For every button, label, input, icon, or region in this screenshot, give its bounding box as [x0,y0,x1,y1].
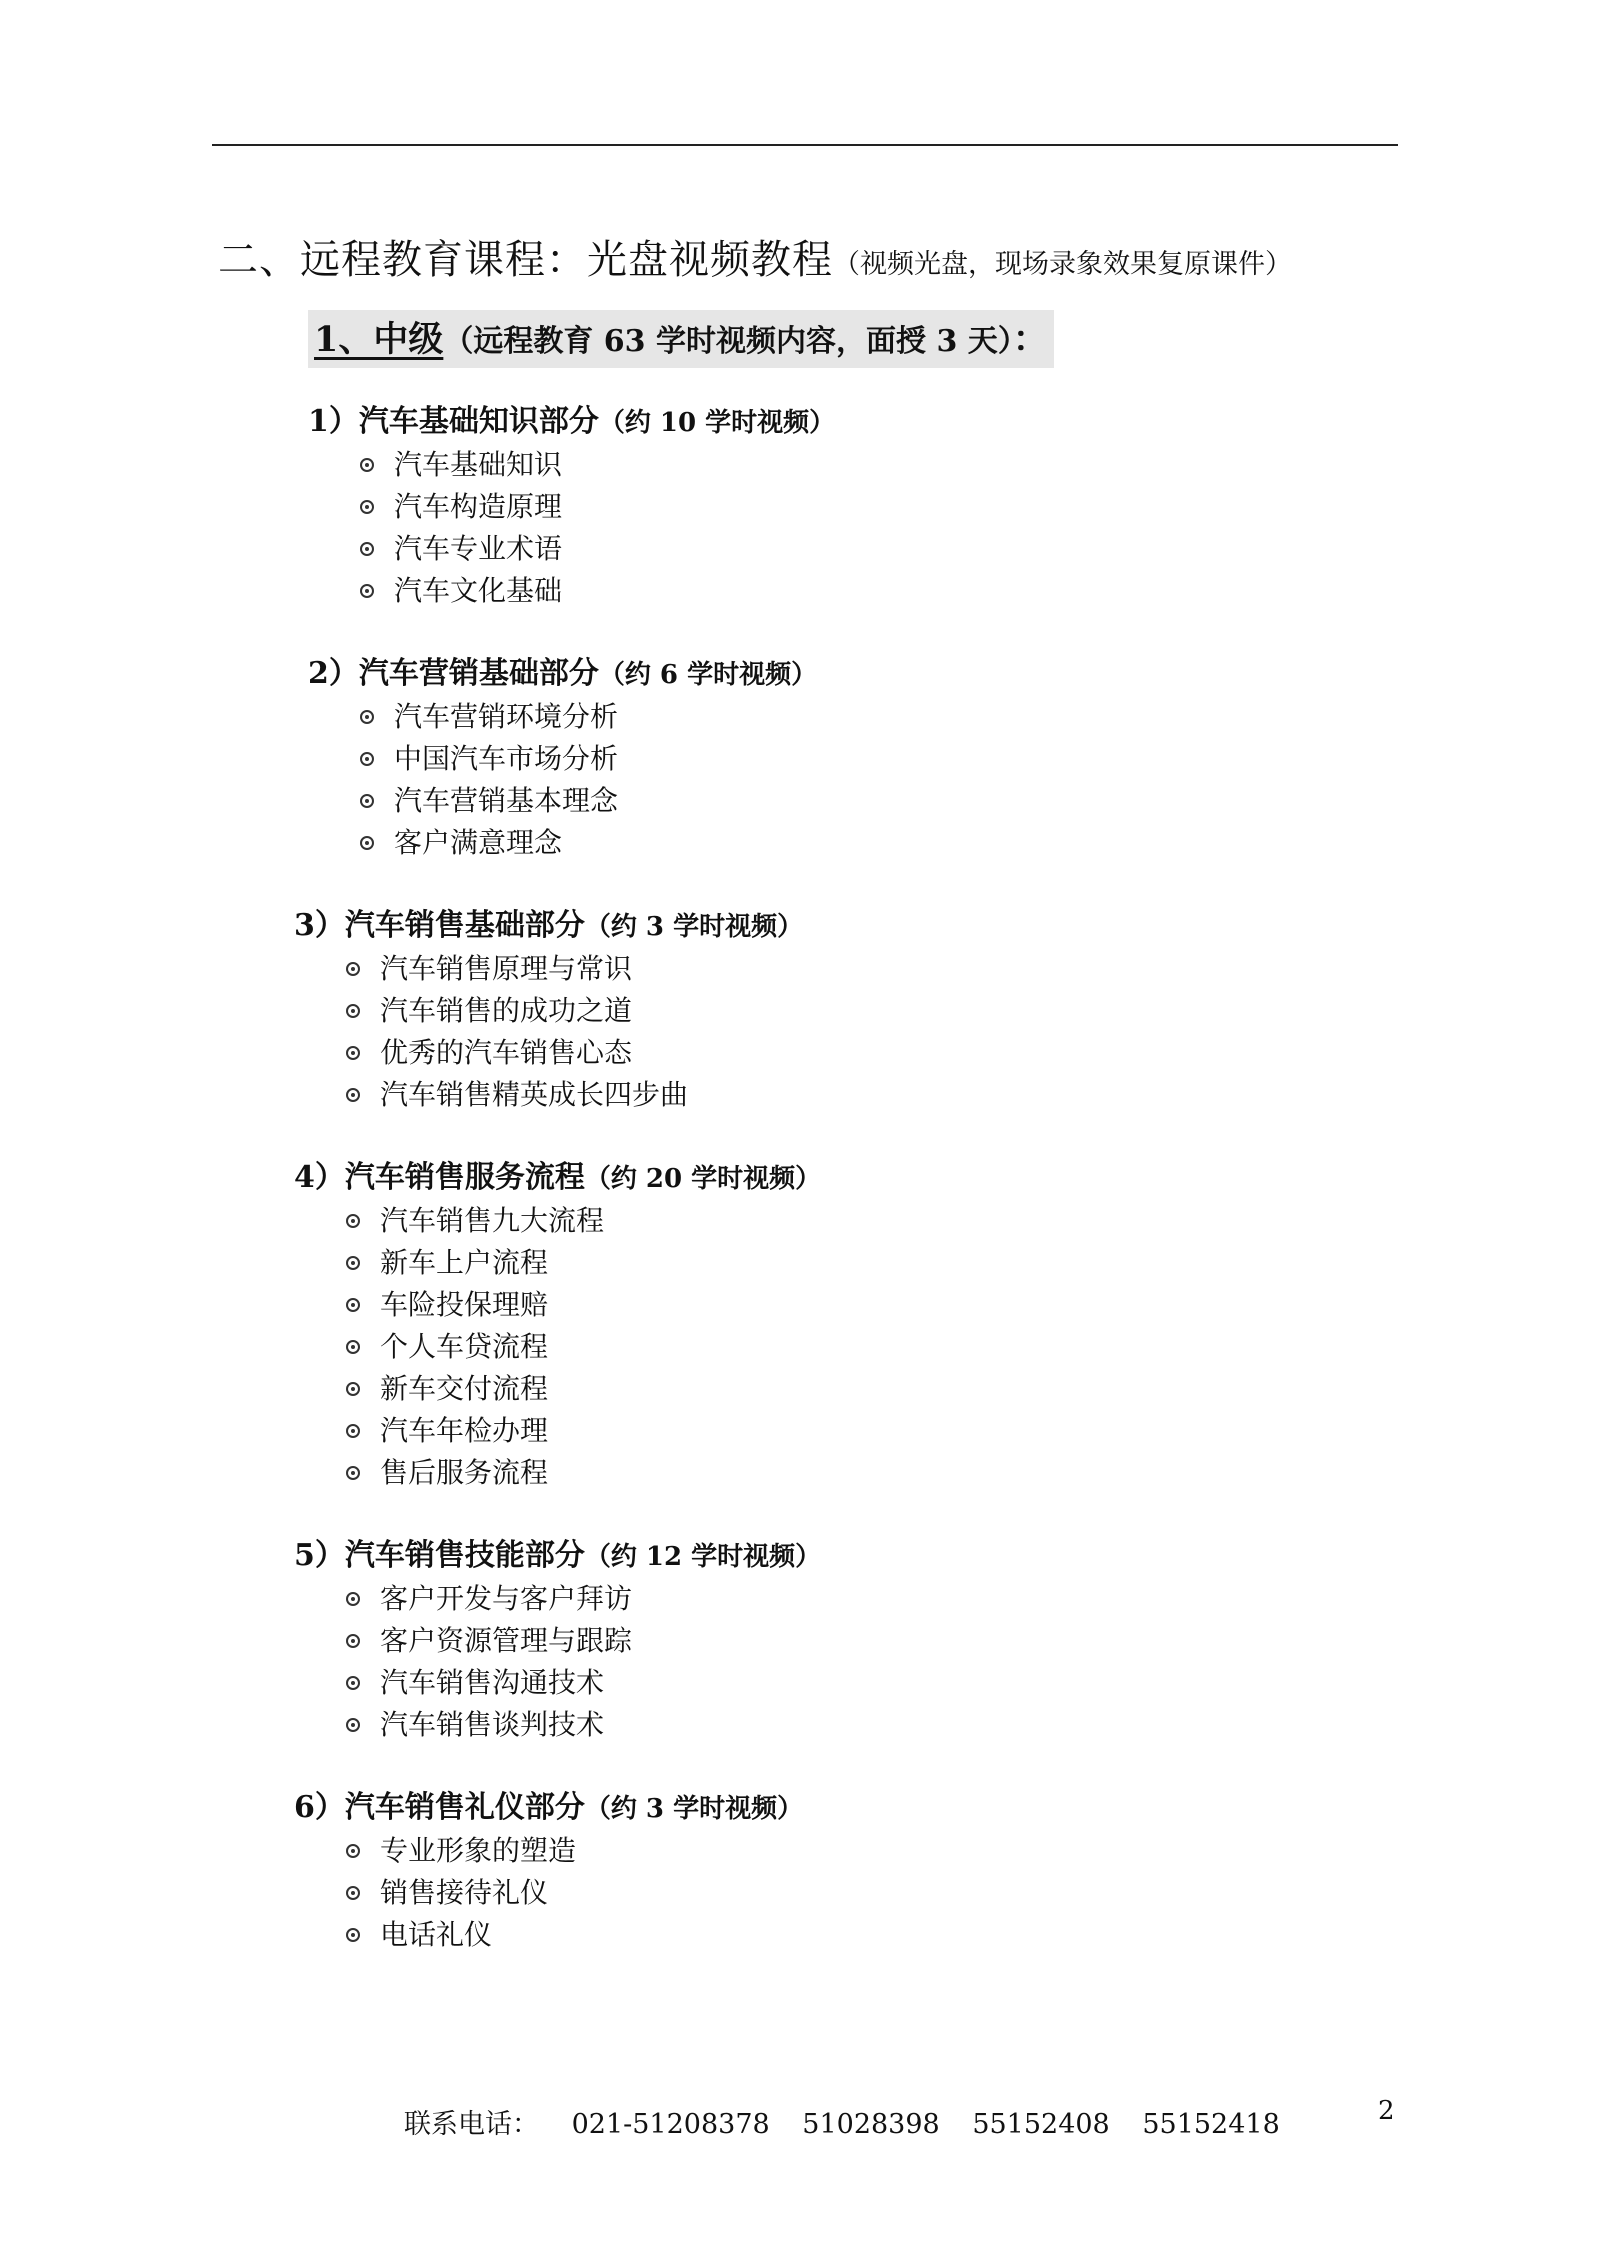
circle-bullet-icon [360,710,374,724]
section-title-text: 6）汽车销售礼仪部分 [294,1790,585,1825]
circle-bullet-icon [346,1676,360,1690]
list-item [346,1578,821,1620]
section-note: （约 10 学时视频） [598,408,836,438]
heading-sub: （视频光盘，现场录象效果复原课件） [833,249,1292,280]
circle-bullet-icon [346,1928,360,1942]
section-title [294,906,803,946]
list-item-text: 客户满意理念 [394,826,563,859]
list-item [360,780,817,822]
section-items [346,948,803,1116]
list-item-text: 汽车营销环境分析 [394,700,619,733]
circle-bullet-icon [346,1634,360,1648]
phone-number: 55152408 [972,2109,1110,2140]
section-heading [218,228,1292,285]
course-section-5 [294,1536,821,1746]
course-section-2 [308,654,817,864]
section-title [308,654,817,694]
list-item [346,1326,821,1368]
list-item-text: 汽车构造原理 [394,490,563,523]
section-title-text: 3）汽车销售基础部分 [294,908,585,943]
heading-main: 二、远程教育课程：光盘视频教程 [218,237,833,283]
level-colon: ： [1012,319,1048,360]
section-note: （约 20 学时视频） [584,1164,822,1194]
list-item [346,1242,821,1284]
list-item-text: 汽车年检办理 [380,1414,549,1447]
list-item-text: 汽车销售精英成长四步曲 [380,1078,689,1111]
circle-bullet-icon [360,458,374,472]
course-section-4 [294,1158,821,1494]
circle-bullet-icon [360,542,374,556]
circle-bullet-icon [360,794,374,808]
list-item-text: 电话礼仪 [380,1918,493,1951]
section-title [294,1158,821,1198]
list-item-text: 新车交付流程 [380,1372,549,1405]
list-item [346,1662,821,1704]
list-item [346,1284,821,1326]
list-item-text: 优秀的汽车销售心态 [380,1036,633,1069]
circle-bullet-icon [360,500,374,514]
section-note: （约 3 学时视频） [584,912,804,942]
circle-bullet-icon [360,584,374,598]
circle-bullet-icon [346,1088,360,1102]
list-item-text: 汽车销售的成功之道 [380,994,633,1027]
list-item [346,1368,821,1410]
list-item-text: 汽车基础知识 [394,448,563,481]
circle-bullet-icon [346,1298,360,1312]
list-item-text: 中国汽车市场分析 [394,742,619,775]
list-item [360,822,817,864]
list-item-text: 客户开发与客户拜访 [380,1582,633,1615]
list-item [346,1410,821,1452]
circle-bullet-icon [360,752,374,766]
list-item [346,1830,803,1872]
list-item [346,948,803,990]
section-title [308,402,835,442]
section-title [294,1788,803,1828]
section-items [360,696,817,864]
list-item [346,1872,803,1914]
section-title-text: 4）汽车销售服务流程 [294,1160,585,1195]
level-note: （远程教育 63 学时视频内容，面授 3 天） [443,324,1013,359]
header-rule [212,144,1398,146]
list-item [346,1914,803,1956]
list-item-text: 客户资源管理与跟踪 [380,1624,633,1657]
list-item [346,1620,821,1662]
section-title-text: 5）汽车销售技能部分 [294,1538,585,1573]
section-items [346,1200,821,1494]
list-item-text: 汽车营销基本理念 [394,784,619,817]
list-item [346,1452,821,1494]
list-item-text: 汽车销售沟通技术 [380,1666,605,1699]
list-item [360,696,817,738]
list-item [346,1704,821,1746]
section-note: （约 3 学时视频） [584,1794,804,1824]
course-section-6 [294,1788,803,1956]
circle-bullet-icon [346,1466,360,1480]
list-item-text: 汽车销售原理与常识 [380,952,633,985]
list-item-text: 汽车销售谈判技术 [380,1708,605,1741]
list-item-text: 车险投保理赔 [380,1288,549,1321]
circle-bullet-icon [346,1256,360,1270]
section-note: （约 12 学时视频） [584,1542,822,1572]
section-items [346,1830,803,1956]
course-section-3 [294,906,803,1116]
list-item [360,570,835,612]
level-title: 1、中级 [314,319,444,360]
list-item [346,1074,803,1116]
circle-bullet-icon [346,1004,360,1018]
section-title [294,1536,821,1576]
circle-bullet-icon [346,1214,360,1228]
list-item-text: 汽车文化基础 [394,574,563,607]
list-item-text: 汽车销售九大流程 [380,1204,605,1237]
list-item [360,738,817,780]
circle-bullet-icon [346,1592,360,1606]
list-item [360,528,835,570]
list-item [360,444,835,486]
circle-bullet-icon [346,1382,360,1396]
phone-number: 51028398 [802,2109,940,2140]
circle-bullet-icon [346,1886,360,1900]
phone-number: 021-51208378 [571,2109,770,2140]
circle-bullet-icon [346,1046,360,1060]
list-item-text: 新车上户流程 [380,1246,549,1279]
list-item [346,990,803,1032]
list-item-text: 销售接待礼仪 [380,1876,549,1909]
list-item-text: 专业形象的塑造 [380,1834,577,1867]
phone-number: 55152418 [1142,2109,1280,2140]
circle-bullet-icon [346,1718,360,1732]
section-items [346,1578,821,1746]
course-section-1 [308,402,835,612]
list-item [346,1200,821,1242]
contact-label: 联系电话： [404,2109,539,2140]
circle-bullet-icon [346,1844,360,1858]
level-heading [308,310,1054,368]
page-number: 2 [1378,2096,1395,2126]
section-note: （约 6 学时视频） [598,660,818,690]
list-item-text: 个人车贷流程 [380,1330,549,1363]
circle-bullet-icon [346,1340,360,1354]
list-item-text: 售后服务流程 [380,1456,549,1489]
circle-bullet-icon [360,836,374,850]
section-items [360,444,835,612]
section-title-text: 2）汽车营销基础部分 [308,656,599,691]
list-item [360,486,835,528]
list-item-text: 汽车专业术语 [394,532,563,565]
circle-bullet-icon [346,962,360,976]
section-title-text: 1）汽车基础知识部分 [308,404,599,439]
list-item [346,1032,803,1074]
circle-bullet-icon [346,1424,360,1438]
contact-footer [404,2102,1280,2141]
